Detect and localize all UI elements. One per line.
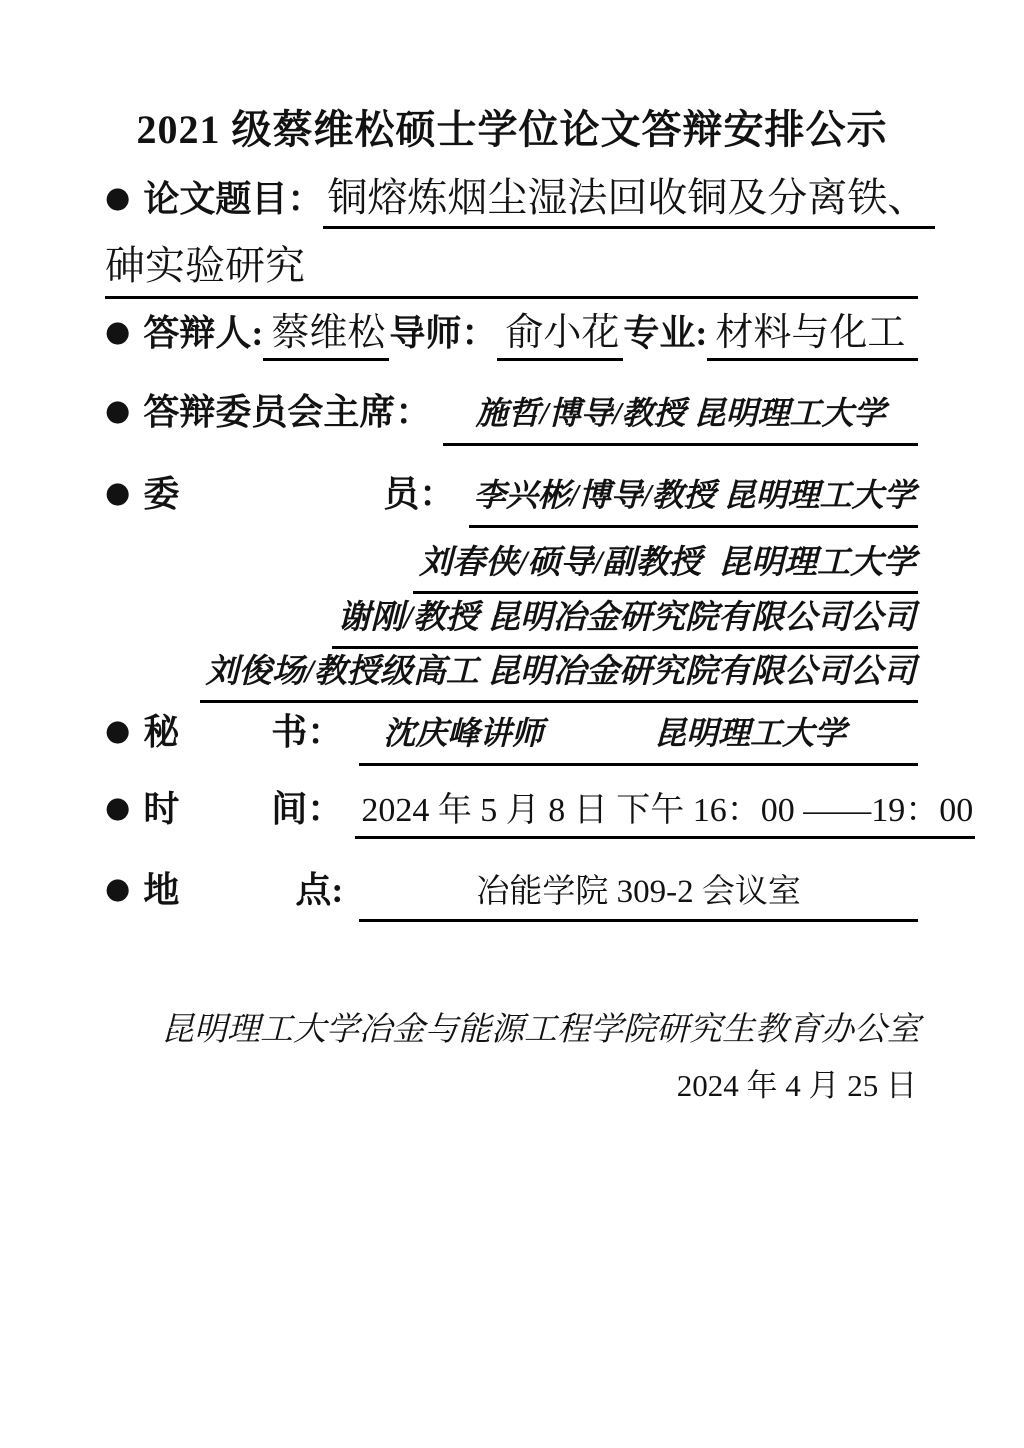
bullet-icon: ●	[105, 475, 131, 509]
members-label-char1: 委	[143, 474, 180, 514]
time-label-char2: 间：	[271, 789, 344, 829]
committee-member-3: 谢刚/教授 昆明冶金研究院有限公司公司	[332, 591, 918, 649]
committee-member-4: 刘俊场/教授级高工 昆明冶金研究院有限公司公司	[200, 645, 918, 703]
thesis-title-label: 论文题目：	[143, 179, 324, 219]
advisor-label: 导师：	[389, 313, 498, 353]
venue-label-char2: 点:	[295, 870, 344, 910]
secretary-label-char2: 书：	[271, 712, 344, 752]
bullet-icon: ●	[105, 180, 131, 214]
venue-row	[105, 862, 918, 922]
secretary-name: 沈庆峰讲师	[383, 715, 544, 751]
committee-member-1: 李兴彬/博导/教授 昆明理工大学	[469, 470, 918, 528]
committee-member-row	[105, 645, 918, 703]
committee-member-row	[105, 591, 918, 649]
members-label-char2: 员：	[383, 474, 456, 514]
venue-label-char1: 地	[143, 870, 180, 910]
defender-label: 答辩人:	[143, 313, 264, 353]
time-label-char1: 时	[143, 789, 180, 829]
committee-member-2: 刘春侠/硕导/副教授 昆明理工大学	[413, 536, 918, 594]
major-label: 专业:	[623, 313, 708, 353]
secretary-label	[143, 704, 343, 755]
footer-office: 昆明理工大学冶金与能源工程学院研究生教育办公室	[161, 1012, 920, 1048]
thesis-title-value-line2: 砷实验研究	[105, 234, 918, 299]
secretary-affiliation: 昆明理工大学	[653, 715, 846, 751]
venue-value: 冶能学院 309-2 会议室	[359, 865, 918, 922]
footer-date: 2024 年 4 月 25 日	[676, 1068, 917, 1103]
bullet-icon: ●	[105, 790, 131, 824]
committee-chair-label: 答辩委员会主席：	[143, 392, 432, 432]
bullet-icon: ●	[105, 713, 131, 747]
defender-name: 蔡维松	[263, 301, 389, 361]
secretary-row	[105, 704, 918, 766]
venue-label	[143, 862, 343, 913]
defender-row	[105, 301, 918, 361]
committee-members-row	[105, 466, 918, 528]
major-value: 材料与化工	[707, 301, 918, 361]
bullet-icon: ●	[105, 871, 131, 905]
committee-chair-row	[105, 384, 918, 446]
time-value: 2024 年 5 月 8 日 下午 16：00 ——19：00	[355, 782, 975, 839]
thesis-title-row	[105, 166, 935, 229]
time-label	[143, 781, 343, 832]
thesis-title-value-line1: 铜熔炼烟尘湿法回收铜及分离铁、	[323, 166, 935, 229]
committee-member-row	[105, 536, 918, 594]
page-title: 2021 级蔡维松硕士学位论文答辩安排公示	[136, 107, 888, 152]
time-row	[105, 781, 974, 839]
bullet-icon: ●	[105, 314, 131, 348]
secretary-value	[359, 708, 918, 766]
bullet-icon: ●	[105, 393, 131, 427]
thesis-title-row-continued	[105, 234, 918, 299]
secretary-label-char1: 秘	[143, 712, 180, 752]
advisor-name: 俞小花	[497, 301, 623, 361]
committee-chair-value: 施哲/博导/教授 昆明理工大学	[443, 388, 918, 446]
committee-members-label	[143, 466, 455, 517]
